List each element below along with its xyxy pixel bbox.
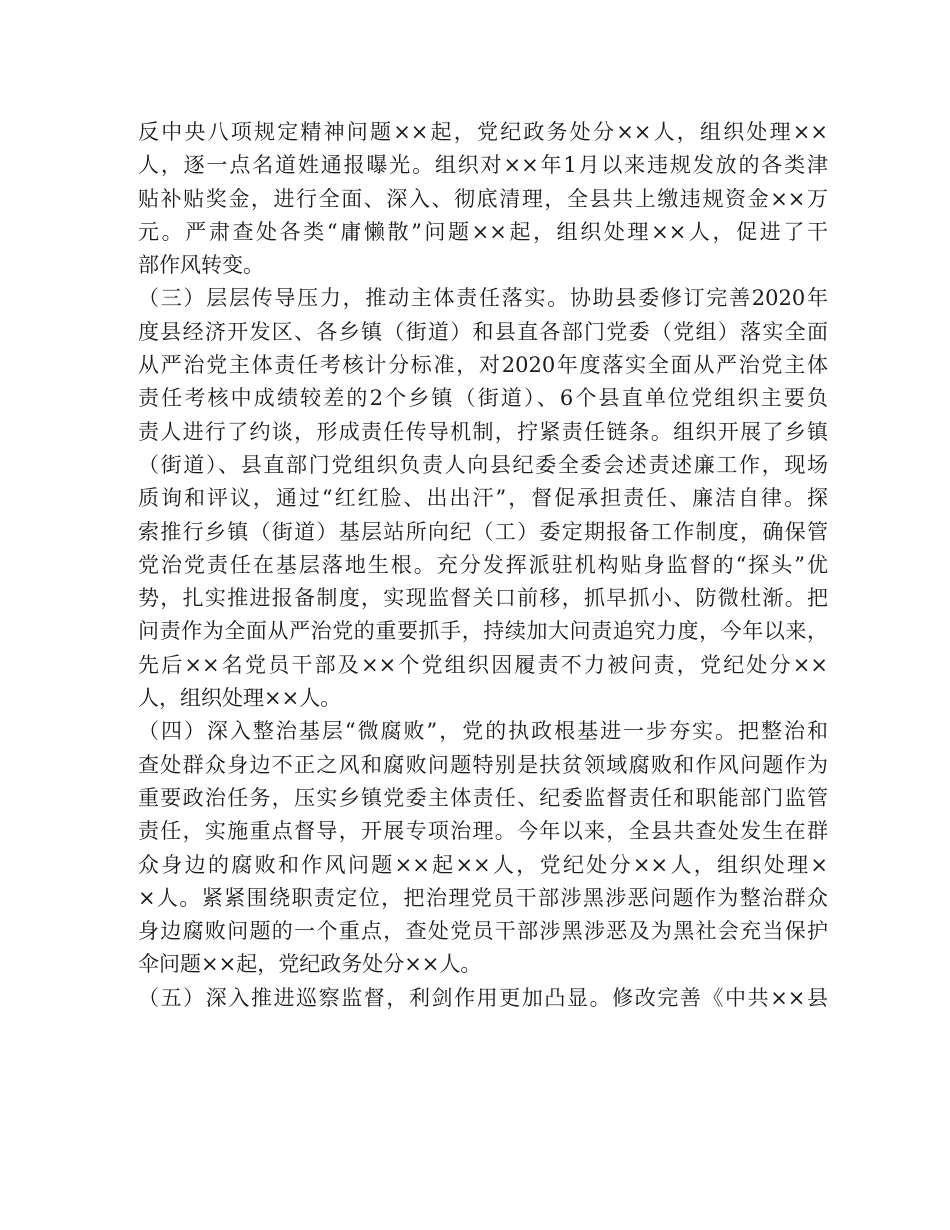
text-line: 身边腐败问题的一个重点，查处党员干部涉黑涉恶及为黑社会充当保护 (138, 919, 828, 944)
text-line: 人，组织处理××人。 (138, 686, 342, 711)
text-line: 众身边的腐败和作风问题××起××人，党纪处分××人，组织处理× (138, 852, 828, 877)
text-line: 责任考核中成绩较差的2个乡镇（街道）、6个县直单位党组织主要负 (138, 386, 828, 411)
text-line: 重要政治任务，压实乡镇党委主体责任、纪委监督责任和职能部门监管 (138, 785, 828, 810)
text-line: 责任，实施重点督导，开展专项治理。今年以来，全县共查处发生在群 (138, 819, 828, 844)
text-line: 反中央八项规定精神问题××起，党纪政务处分××人，组织处理×× (138, 120, 828, 144)
text-line: 贴补贴奖金，进行全面、深入、彻底清理，全县共上缴违规资金××万 (138, 186, 828, 211)
section-heading-line: （四）深入整治基层“微腐败”，党的执政根基进一步夯实。把整治和 (138, 719, 828, 744)
text-line: 责人进行了约谈，形成责任传导机制，拧紧责任链条。组织开展了乡镇 (138, 419, 828, 444)
text-line: 伞问题××起，党纪政务处分××人。 (138, 952, 482, 977)
text-line: 索推行乡镇（街道）基层站所向纪（工）委定期报备工作制度，确保管 (138, 519, 828, 544)
text-line: 党治党责任在基层落地生根。充分发挥派驻机构贴身监督的“探头”优 (138, 552, 828, 577)
text-line: 部作风转变。 (138, 253, 264, 278)
text-line: 先后××名党员干部及××个党组织因履责不力被问责，党纪处分×× (138, 652, 828, 677)
section-heading-line: （五）深入推进巡察监督，利剑作用更加凸显。修改完善《中共××县 (138, 985, 828, 1010)
text-line: 度县经济开发区、各乡镇（街道）和县直各部门党委（党组）落实全面 (138, 319, 828, 344)
section-heading-line: （三）层层传导压力，推动主体责任落实。协助县委修订完善2020年 (138, 286, 828, 311)
text-line: 从严治党主体责任考核计分标准，对2020年度落实全面从严治党主体 (138, 353, 828, 378)
text-line: 人，逐一点名道姓通报曝光。组织对××年1月以来违规发放的各类津 (138, 153, 828, 178)
text-line: ×人。紧紧围绕职责定位，把治理党员干部涉黑涉恶问题作为整治群众 (138, 885, 828, 910)
text-line: 势，扎实推进报备制度，实现监督关口前移，抓早抓小、防微杜渐。把 (138, 586, 828, 611)
document-body (138, 116, 828, 1015)
text-line: 问责作为全面从严治党的重要抓手，持续加大问责追究力度，今年以来， (138, 619, 828, 644)
text-line: 质询和评议，通过“红红脸、出出汗”，督促承担责任、廉洁自律。探 (138, 486, 828, 511)
text-line: 元。严肃查处各类“庸懒散”问题××起，组织处理××人，促进了干 (138, 219, 828, 244)
text-line: 查处群众身边不正之风和腐败问题特别是扶贫领域腐败和作风问题作为 (138, 752, 828, 777)
text-line: （街道）、县直部门党组织负责人向县纪委全委会述责述廉工作，现场 (138, 452, 828, 477)
